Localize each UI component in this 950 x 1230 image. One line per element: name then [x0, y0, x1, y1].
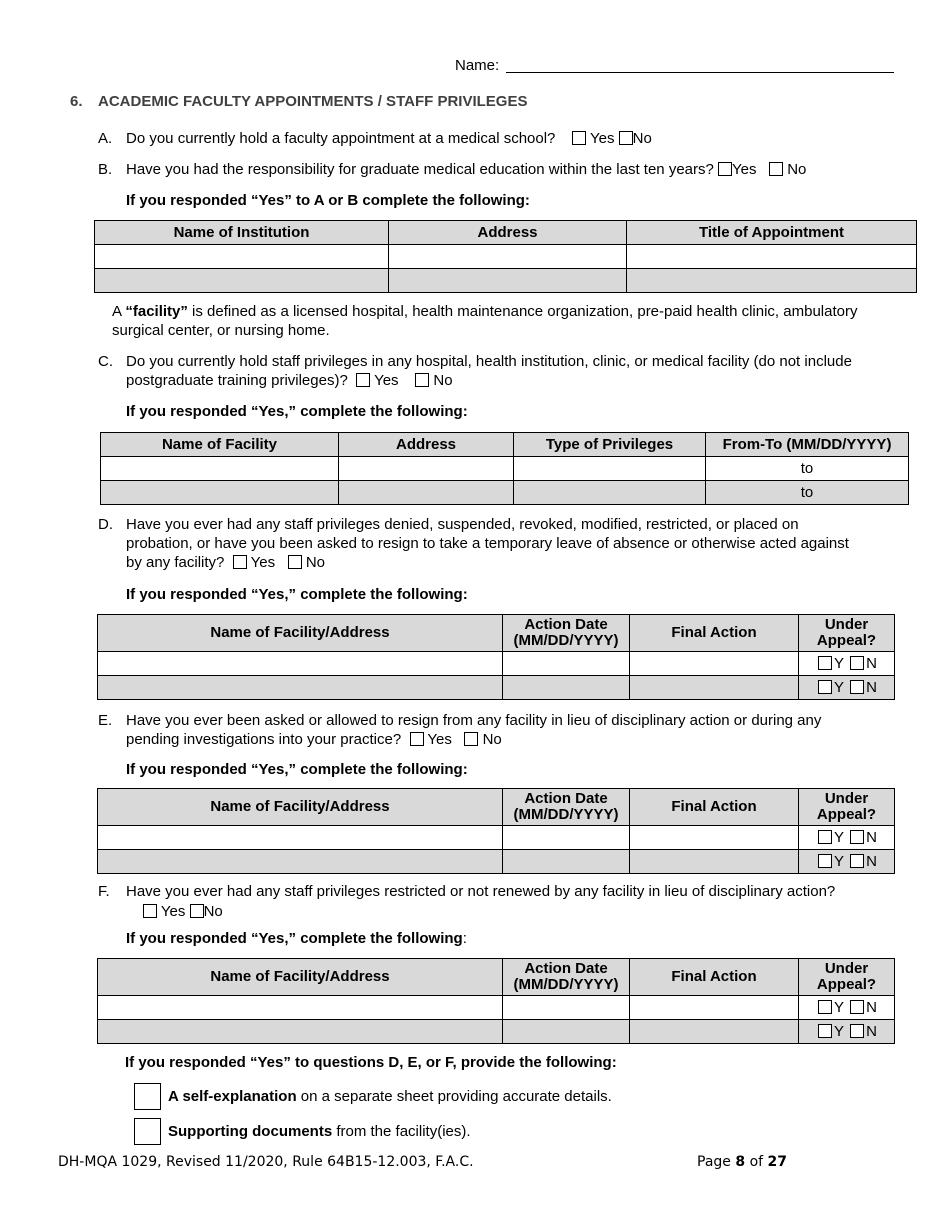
action-cell-input[interactable]	[98, 826, 503, 850]
action-header-appeal: Under Appeal?	[799, 615, 895, 652]
action-cell-input[interactable]	[503, 826, 630, 850]
action-cell-input[interactable]	[503, 676, 630, 700]
privileges-cell-input[interactable]	[514, 481, 706, 505]
yes-label: Yes	[427, 731, 452, 748]
action-header-date: Action Date (MM/DD/YYYY)	[503, 959, 630, 996]
question-d-yes-checkbox[interactable]	[233, 555, 247, 569]
instruction-ab: If you responded “Yes” to A or B complete the following:	[126, 192, 530, 209]
action-cell-input[interactable]	[503, 652, 630, 676]
appeal-yes-checkbox[interactable]	[818, 680, 832, 694]
question-f-text: Have you ever had any staff privileges restricted or not renewed by any facility in lieu of disciplinary action?	[126, 883, 836, 900]
action-cell-input[interactable]	[630, 826, 799, 850]
yes-label: Yes	[160, 903, 186, 920]
question-b-yes-checkbox[interactable]	[718, 162, 732, 176]
privileges-cell-input[interactable]	[101, 481, 339, 505]
question-e-no-checkbox[interactable]	[464, 732, 478, 746]
action-table-e	[97, 788, 895, 874]
faculty-cell-input[interactable]	[95, 245, 389, 269]
question-f-letter: F.	[98, 883, 110, 900]
action-cell-input[interactable]	[503, 996, 630, 1020]
table-row	[101, 481, 909, 505]
question-e-line1: Have you ever been asked or allowed to resign from any facility in lieu of disciplinary action or during any	[126, 712, 822, 729]
no-label: No	[305, 554, 325, 571]
question-f-options	[143, 902, 223, 921]
question-a	[126, 129, 652, 148]
supporting-documents-checkbox[interactable]	[134, 1118, 161, 1145]
question-d-line2: probation, or have you been asked to resign to take a temporary leave of absence or otherwise acted against	[126, 535, 849, 552]
privileges-date-range[interactable]: to	[706, 457, 909, 481]
question-e-text: pending investigations into your practice?	[126, 731, 402, 748]
action-header-facility: Name of Facility/Address	[98, 959, 503, 996]
self-explanation-label: A self-explanation on a separate sheet providing accurate details.	[168, 1088, 612, 1105]
faculty-cell-input[interactable]	[627, 269, 917, 293]
privileges-cell-input[interactable]	[514, 457, 706, 481]
instruction-d: If you responded “Yes,” complete the following:	[126, 586, 468, 603]
faculty-cell-input[interactable]	[389, 245, 627, 269]
no-label: No	[203, 903, 223, 920]
privileges-header-dates: From-To (MM/DD/YYYY)	[706, 433, 909, 457]
yes-label: Yes	[250, 554, 276, 571]
instruction-f: If you responded “Yes,” complete the following:	[126, 930, 467, 947]
question-c-line1: Do you currently hold staff privileges in any hospital, health institution, clinic, or medical facility (do not include	[126, 353, 852, 370]
action-cell-input[interactable]	[630, 1020, 799, 1044]
action-header-appeal: Under Appeal?	[799, 959, 895, 996]
privileges-header-address: Address	[339, 433, 514, 457]
action-header-final: Final Action	[630, 959, 799, 996]
instruction-c: If you responded “Yes,” complete the following:	[126, 403, 468, 420]
privileges-header-facility: Name of Facility	[101, 433, 339, 457]
table-row	[98, 996, 895, 1020]
question-b-letter: B.	[98, 161, 113, 178]
footer-form-id: DH-MQA 1029, Revised 11/2020, Rule 64B15-12.003, F.A.C.	[58, 1154, 474, 1170]
appeal-yes-checkbox[interactable]	[818, 1024, 832, 1038]
question-b-text: Have you had the responsibility for graduate medical education within the last ten years?	[126, 161, 714, 178]
question-a-text: Do you currently hold a faculty appointment at a medical school?	[126, 130, 556, 147]
action-header-appeal: Under Appeal?	[799, 789, 895, 826]
appeal-yes-checkbox[interactable]	[818, 830, 832, 844]
faculty-cell-input[interactable]	[389, 269, 627, 293]
instruction-e: If you responded “Yes,” complete the following:	[126, 761, 468, 778]
table-row	[98, 1020, 895, 1044]
faculty-table	[94, 220, 917, 293]
faculty-cell-input[interactable]	[627, 245, 917, 269]
section-title: ACADEMIC FACULTY APPOINTMENTS / STAFF PRIVILEGES	[98, 93, 528, 110]
privileges-cell-input[interactable]	[101, 457, 339, 481]
question-d	[126, 553, 325, 572]
action-cell-input[interactable]	[503, 850, 630, 874]
action-cell-input[interactable]	[98, 996, 503, 1020]
section-number: 6.	[70, 93, 83, 110]
self-explanation-checkbox[interactable]	[134, 1083, 161, 1110]
privileges-cell-input[interactable]	[339, 481, 514, 505]
faculty-cell-input[interactable]	[95, 269, 389, 293]
question-d-line1: Have you ever had any staff privileges denied, suspended, revoked, modified, restricted, or placed on	[126, 516, 799, 533]
appeal-yes-checkbox[interactable]	[818, 1000, 832, 1014]
facility-term: “facility”	[125, 303, 188, 320]
footer-page-number: Page 8 of 27	[697, 1154, 787, 1170]
table-row	[98, 826, 895, 850]
question-c-no-checkbox[interactable]	[415, 373, 429, 387]
action-cell-input[interactable]	[98, 652, 503, 676]
action-cell-input[interactable]	[98, 1020, 503, 1044]
appeal-options: Y N	[799, 996, 895, 1020]
no-label: No	[433, 372, 453, 389]
appeal-no-checkbox[interactable]	[850, 656, 864, 670]
question-a-letter: A.	[98, 130, 113, 147]
faculty-header-title: Title of Appointment	[627, 221, 917, 245]
action-table-f	[97, 958, 895, 1044]
appeal-yes-checkbox[interactable]	[818, 854, 832, 868]
appeal-no-checkbox[interactable]	[850, 1024, 864, 1038]
name-label: Name:	[455, 57, 500, 74]
appeal-no-checkbox[interactable]	[850, 854, 864, 868]
privileges-table	[100, 432, 909, 505]
question-f-yes-checkbox[interactable]	[143, 904, 157, 918]
no-label: No	[787, 161, 807, 178]
appeal-options: Y N	[799, 826, 895, 850]
question-e	[126, 730, 502, 749]
question-c	[126, 371, 453, 390]
appeal-options: Y N	[799, 1020, 895, 1044]
action-header-date: Action Date (MM/DD/YYYY)	[503, 789, 630, 826]
no-label: No	[632, 130, 652, 147]
question-d-letter: D.	[98, 516, 113, 533]
privileges-header-type: Type of Privileges	[514, 433, 706, 457]
action-cell-input[interactable]	[630, 850, 799, 874]
question-a-yes-checkbox[interactable]	[572, 131, 586, 145]
appeal-options: Y N	[799, 676, 895, 700]
question-b-no-checkbox[interactable]	[769, 162, 783, 176]
action-header-facility: Name of Facility/Address	[98, 615, 503, 652]
question-d-no-checkbox[interactable]	[288, 555, 302, 569]
action-header-final: Final Action	[630, 789, 799, 826]
facility-definition: A “facility” is defined as a licensed hospital, health maintenance organization, pre-paid health clinic, ambulatory	[112, 303, 858, 320]
privileges-cell-input[interactable]	[339, 457, 514, 481]
yes-label: Yes	[589, 130, 615, 147]
table-row	[95, 269, 917, 293]
no-label: No	[482, 731, 502, 748]
action-cell-input[interactable]	[630, 652, 799, 676]
facility-definition-line2: surgical center, or nursing home.	[112, 322, 330, 339]
action-cell-input[interactable]	[630, 676, 799, 700]
appeal-options: Y N	[799, 652, 895, 676]
action-cell-input[interactable]	[98, 850, 503, 874]
name-field[interactable]	[506, 72, 894, 73]
yes-label: Yes	[374, 372, 399, 389]
privileges-date-range[interactable]: to	[706, 481, 909, 505]
question-f-no-checkbox[interactable]	[190, 904, 204, 918]
supporting-documents-label: Supporting documents from the facility(ies).	[168, 1123, 471, 1140]
table-row	[98, 676, 895, 700]
appeal-yes-checkbox[interactable]	[818, 656, 832, 670]
question-b	[126, 160, 806, 179]
appeal-no-checkbox[interactable]	[850, 680, 864, 694]
yes-label: Yes	[732, 161, 757, 178]
question-c-yes-checkbox[interactable]	[356, 373, 370, 387]
question-d-text: by any facility?	[126, 554, 225, 571]
question-c-text: postgraduate training privileges)?	[126, 372, 348, 389]
table-row	[101, 457, 909, 481]
action-table-d	[97, 614, 895, 700]
action-cell-input[interactable]	[630, 996, 799, 1020]
action-header-final: Final Action	[630, 615, 799, 652]
question-e-yes-checkbox[interactable]	[410, 732, 424, 746]
action-header-date: Action Date (MM/DD/YYYY)	[503, 615, 630, 652]
table-row	[98, 850, 895, 874]
action-cell-input[interactable]	[98, 676, 503, 700]
appeal-no-checkbox[interactable]	[850, 1000, 864, 1014]
faculty-header-address: Address	[389, 221, 627, 245]
table-row	[98, 652, 895, 676]
instruction-def: If you responded “Yes” to questions D, E, or F, provide the following:	[125, 1054, 617, 1071]
action-cell-input[interactable]	[503, 1020, 630, 1044]
table-row	[95, 245, 917, 269]
question-c-letter: C.	[98, 353, 113, 370]
appeal-no-checkbox[interactable]	[850, 830, 864, 844]
faculty-header-institution: Name of Institution	[95, 221, 389, 245]
question-e-letter: E.	[98, 712, 113, 729]
action-header-facility: Name of Facility/Address	[98, 789, 503, 826]
appeal-options: Y N	[799, 850, 895, 874]
question-a-no-checkbox[interactable]	[619, 131, 633, 145]
